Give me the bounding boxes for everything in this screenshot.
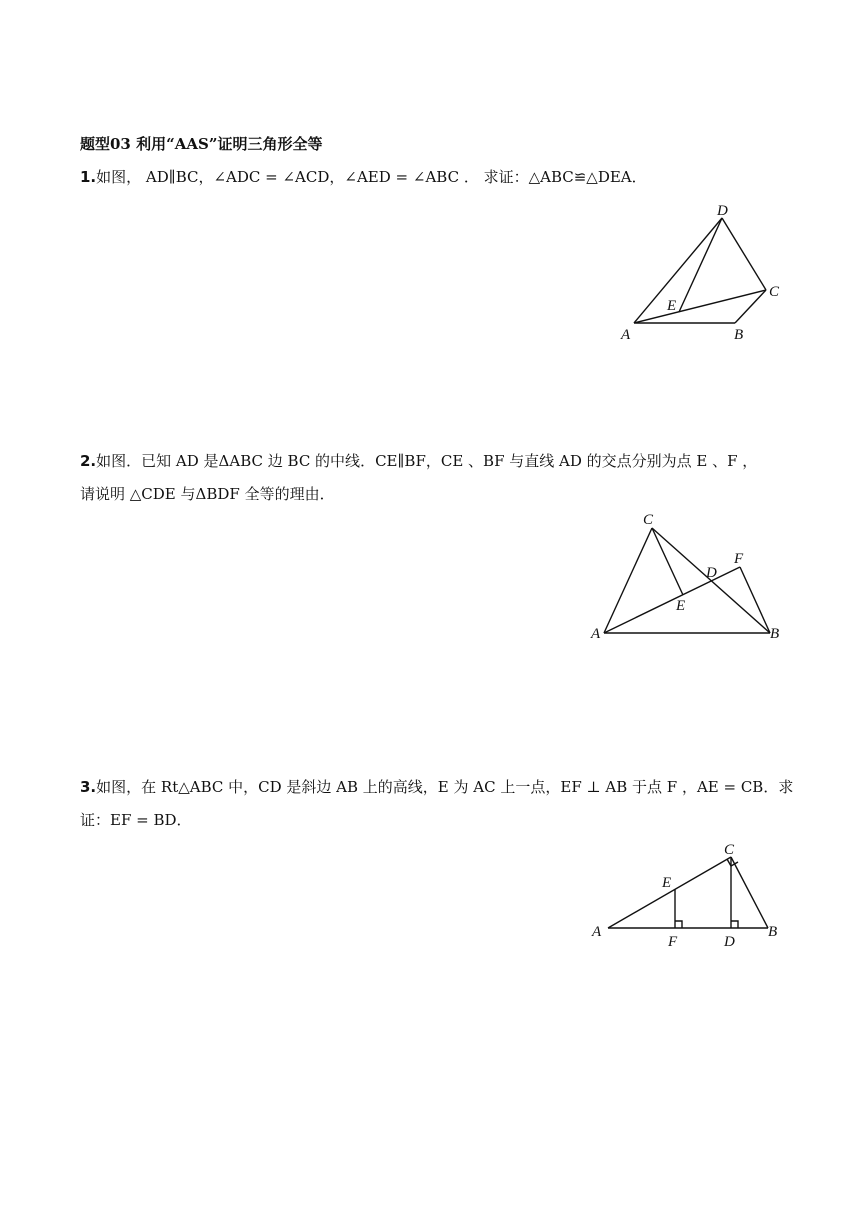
segment-CE [652, 528, 683, 595]
figure-1 [610, 196, 790, 346]
label-F: F [734, 551, 744, 567]
label-E: E [676, 598, 686, 614]
right-angle-F [675, 921, 682, 928]
line-AF [604, 567, 740, 633]
problem-1-text: 如图， AD∥BC，∠ADC = ∠ACD，∠AED = ∠ABC ． 求证：△ABC≌△DEA． [96, 168, 647, 186]
segment-CB [735, 290, 766, 323]
problem-2-text: 如图．已知 AD 是ΔABC 边 BC 的中线．CE∥BF，CE 、BF 与直线 AD 的交点分别为点 E 、F ， [96, 452, 758, 470]
label-D: D [706, 565, 717, 581]
label-C: C [643, 512, 654, 528]
label-A: A [591, 626, 601, 642]
segment-CB [731, 857, 768, 928]
segment-AD [634, 218, 722, 323]
problem-3-number: 3. [80, 778, 97, 796]
label-D: D [717, 203, 728, 219]
label-B: B [768, 924, 778, 940]
problem-2-statement-line1 [80, 450, 757, 472]
label-B: B [770, 626, 780, 642]
problem-3-statement-line1 [80, 776, 793, 798]
problem-3-statement-line2: 证：EF = BD． [80, 811, 192, 829]
figure-2 [585, 505, 790, 650]
segment-DE [679, 218, 722, 312]
label-F: F [668, 934, 678, 950]
problem-1-number: 1. [80, 168, 97, 186]
segment-AC [604, 528, 652, 633]
label-D: D [724, 934, 735, 950]
label-C: C [724, 842, 735, 858]
label-E: E [667, 298, 677, 314]
problem-3-text: 如图，在 Rt△ABC 中，CD 是斜边 AB 上的高线，E 为 AC 上一点，EF ⊥ AB 于点 F ，AE = CB．求 [96, 778, 794, 796]
figure-3 [585, 835, 790, 955]
segment-FB [740, 567, 770, 633]
section-heading: 题型03 利用“AAS”证明三角形全等 [80, 135, 323, 153]
problem-2-number: 2. [80, 452, 97, 470]
label-A: A [592, 924, 602, 940]
label-C: C [769, 284, 780, 300]
segment-AC [634, 290, 766, 323]
label-A: A [621, 327, 631, 343]
right-angle-D [731, 921, 738, 928]
label-E: E [662, 875, 672, 891]
segment-AC [608, 857, 731, 928]
problem-1-statement [80, 166, 647, 188]
segment-DC [722, 218, 766, 290]
label-B: B [734, 327, 744, 343]
problem-2-statement-line2: 请说明 △CDE 与ΔBDF 全等的理由． [80, 485, 335, 503]
